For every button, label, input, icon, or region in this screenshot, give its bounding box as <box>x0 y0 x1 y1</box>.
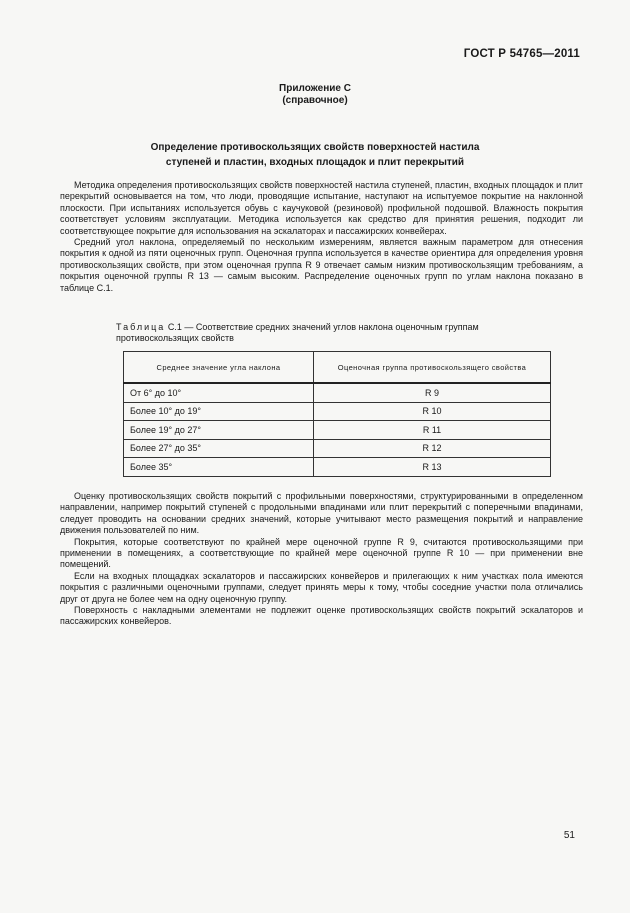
angle-cell: Более 10° до 19° <box>124 402 314 421</box>
paragraph: Методика определения противоскользящих свойств поверхностей настила ступеней, пластин, входных площадок и плит перекрытий основывается на том, что люди, проводящие испытание, наступают на испытуемое покрытие на наклонной плоскости. При испытаниях используется обувь с каучуковой (резиновой) профильной подошвой. Влажность покрытия соответствует условиям эксплуатации. Методика используется как средство для принятия решения, подходит ли соответствующее покрытие для использования на эскалаторах и пассажирских конвейерах. <box>60 180 583 236</box>
section-title-line2: ступеней и пластин, входных площадок и плит перекрытий <box>165 157 465 168</box>
annex-title: Приложение С <box>279 83 351 94</box>
table-header-row <box>124 352 551 384</box>
angle-cell: Более 19° до 27° <box>124 421 314 440</box>
angle-cell: Более 27° до 35° <box>124 439 314 458</box>
angle-cell: От 6° до 10° <box>124 383 314 402</box>
intro-text <box>60 180 583 294</box>
group-cell: R 10 <box>314 402 551 421</box>
paragraph: Если на входных площадках эскалаторов и пассажирских конвейеров и прилегающих к ним участках пола имеются покрытия с различными оценочными группами, следует принять меры к тому, чтобы соседние участки пола отличались друг от друга не более чем на одну оценочную группу. <box>60 570 583 604</box>
closing-text <box>60 491 583 628</box>
group-cell: R 9 <box>314 383 551 402</box>
standard-designation: ГОСТ Р 54765—2011 <box>463 48 580 60</box>
paragraph: Поверхность с накладными элементами не подлежит оценке противоскользящих свойств покрытий эскалаторов и пассажирских конвейеров. <box>60 605 583 627</box>
group-cell: R 13 <box>314 458 551 477</box>
table-row <box>124 458 551 477</box>
table-caption-text: — Соответствие средних значений углов наклона оценочным группам противоскользящих свойств <box>116 322 479 344</box>
table-row <box>124 383 551 402</box>
column-header: Среднее значение угла наклона <box>124 352 314 384</box>
paragraph: Средний угол наклона, определяемый по нескольким измерениям, является важным параметром для отнесения покрытия к одной из пяти оценочных групп. Оценочная группа используется в качестве ориентира для определения уровня противоскользящих свойств, при этом оценочная группа R 9 отвечает самым низким противоскользящим требованиям, а покрытия оценочной группы R 13 — самым высоким. Распределение оценочных групп по углам наклона показано в таблице С.1. <box>60 237 583 293</box>
table-label: Таблица <box>116 322 166 332</box>
table-row <box>124 439 551 458</box>
group-cell: R 11 <box>314 421 551 440</box>
table-row <box>124 402 551 421</box>
paragraph: Оценку противоскользящих свойств покрытий с профильными поверхностями, структурированными в определенном направлении, например покрытий ступеней с продольными впадинами или плит перекрытий с поперечными впадинами, следует проводить на основании средних значений, которые учитывают место размещения покрытий и направление движения пользователей по ним. <box>60 491 583 536</box>
annex-note: (справочное) <box>282 95 348 106</box>
annex-heading <box>0 83 630 107</box>
table-caption <box>116 322 556 345</box>
angle-cell: Более 35° <box>124 458 314 477</box>
paragraph: Покрытия, которые соответствуют по крайней мере оценочной группе R 9, считаются противоскользящими при применении в помещениях, а соответствующие по крайней мере оценочной группе R 10 — при применении вне помещений. <box>60 536 583 570</box>
column-header: Оценочная группа противоскользящего свойства <box>314 352 551 384</box>
section-title-line1: Определение противоскользящих свойств поверхностей настила <box>150 142 480 153</box>
table-number: С.1 <box>167 322 182 332</box>
table-row <box>124 421 551 440</box>
section-title <box>90 140 540 170</box>
group-cell: R 12 <box>314 439 551 458</box>
page-number: 51 <box>563 830 575 841</box>
slip-resistance-table <box>123 351 551 477</box>
